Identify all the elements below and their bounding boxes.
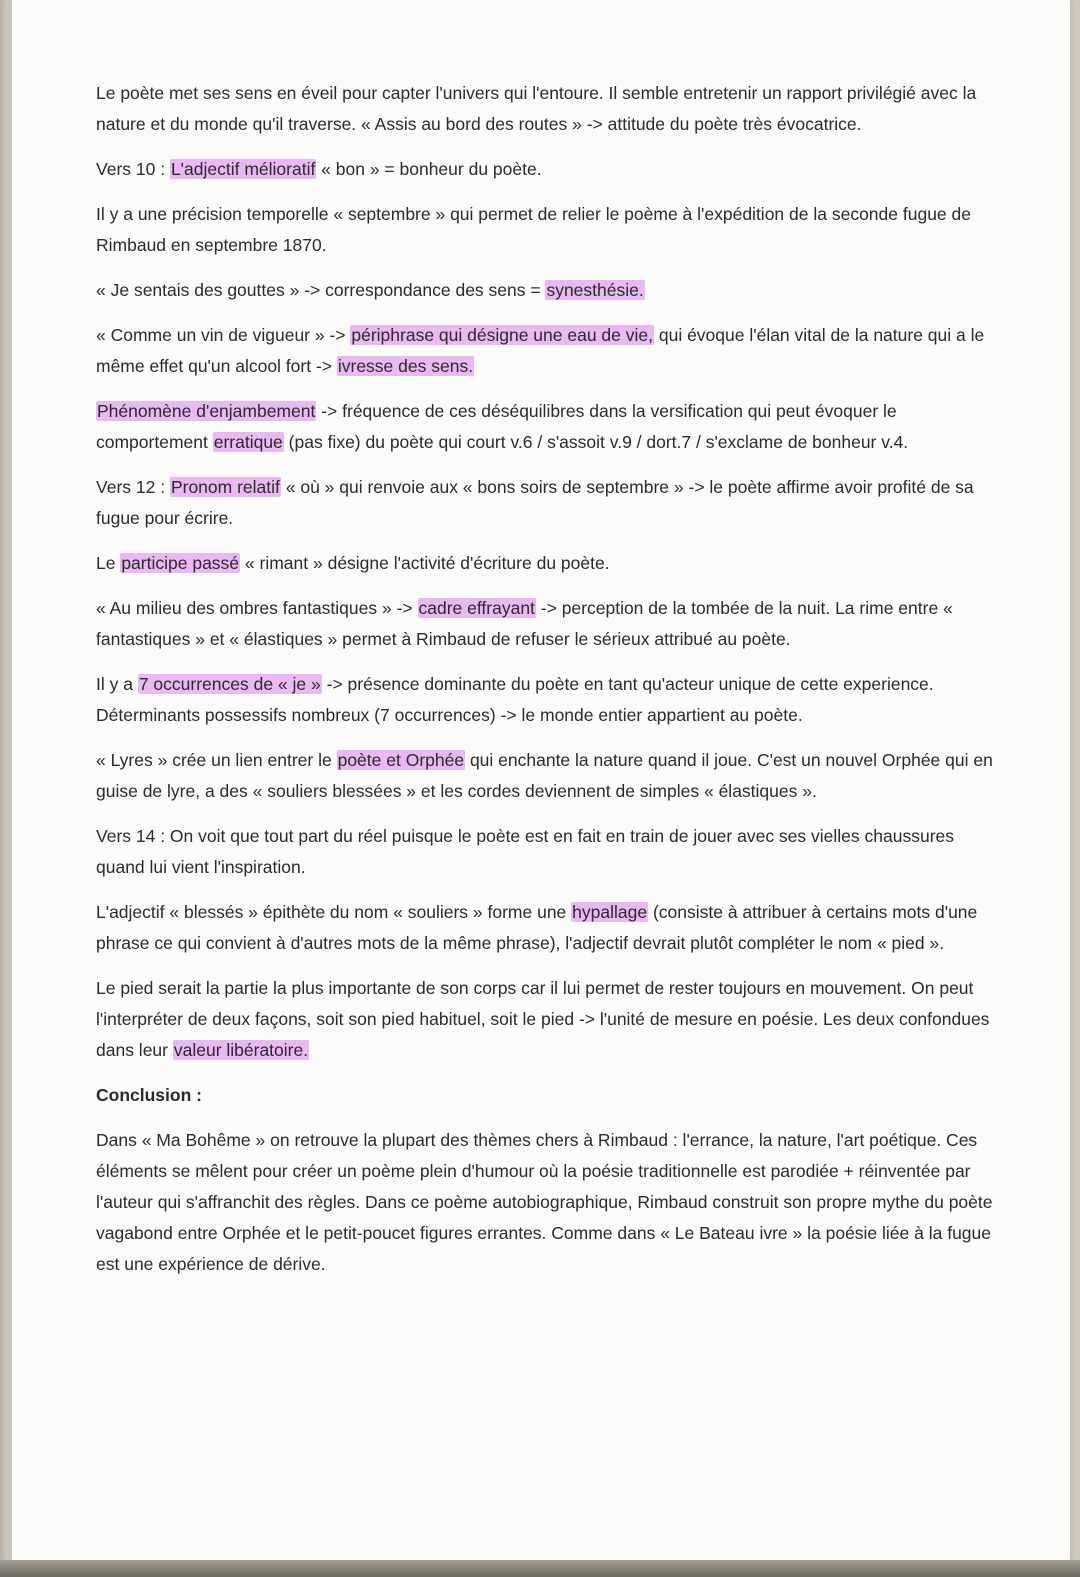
paragraph-gouttes bbox=[96, 275, 1001, 306]
highlight-participe-passe: participe passé bbox=[121, 553, 240, 573]
highlight-occurrences-je: 7 occurrences de « je » bbox=[138, 674, 321, 694]
highlight-periphrase: périphrase qui désigne une eau de vie, bbox=[351, 325, 653, 345]
text: (consiste à attribuer à certains mots d'une phrase ce qui convient à d'autres mots de la même phrase), l'adjectif devrait plutôt compléter le nom « pied ». bbox=[96, 902, 978, 953]
paragraph-ombres-fantastiques bbox=[96, 593, 1001, 655]
text: Vers 14 : On voit que tout part du réel puisque le poète est en fait en train de jouer avec ses vielles chaussures quand lui vient l'inspiration. bbox=[96, 826, 955, 877]
text: « bon » = bonheur du poète. bbox=[316, 159, 542, 179]
text: « où » qui renvoie aux « bons soirs de septembre » -> le poète affirme avoir profité de sa fugue pour écrire. bbox=[96, 477, 974, 528]
paragraph-occurrences-je bbox=[96, 669, 1001, 731]
paragraph-conclusion bbox=[96, 1125, 1001, 1280]
highlight-pronom-relatif: Pronom relatif bbox=[170, 477, 280, 497]
photo-edge-bottom bbox=[0, 1560, 1080, 1577]
paragraph-vers-12 bbox=[96, 472, 1001, 534]
text: « Je sentais des gouttes » -> correspondance des sens = bbox=[96, 280, 546, 300]
highlight-enjambement: Phénomène d'enjambement bbox=[97, 401, 316, 421]
text: -> perception de la tombée de la nuit. La rime entre « fantastiques » et « élastiques » permet à Rimbaud de refuser le sérieux attribué au poète. bbox=[96, 598, 953, 649]
paragraph-vin-de-vigueur bbox=[96, 320, 1001, 382]
highlight-erratique: erratique bbox=[213, 432, 283, 452]
text: Le bbox=[96, 553, 121, 573]
text: Vers 10 : bbox=[96, 159, 170, 179]
highlight-synesthesie: synesthésie. bbox=[546, 280, 644, 300]
paragraph-participe-passe bbox=[96, 548, 1001, 579]
paragraph-senses bbox=[96, 78, 1001, 140]
paragraph-vers-10 bbox=[96, 154, 1001, 185]
text: Dans « Ma Bohême » on retrouve la plupart des thèmes chers à Rimbaud : l'errance, la nature, l'art poétique. Ces éléments se mêlent pour créer un poème plein d'humour où la poésie traditionnelle est parodiée + réinventée par l'auteur qui s'affranchit des règles. Dans ce poème autobiographique, Rimbaud construit son propre mythe du poète vagabond entre Orphée et le petit-poucet figures errantes. Comme dans « Le Bateau ivre » la poésie liée à la fugue est une expérience de dérive. bbox=[96, 1130, 993, 1274]
text: Il y a une précision temporelle « septembre » qui permet de relier le poème à l'expédition de la seconde fugue de Rimbaud en septembre 1870. bbox=[96, 204, 971, 255]
highlight-valeur-liberatoire: valeur libératoire. bbox=[173, 1040, 309, 1060]
text: -> présence dominante du poète en tant qu'acteur unique de cette experience. Déterminants possessifs nombreux (7 occurrences) -> le monde entier appartient au poète. bbox=[96, 674, 934, 725]
conclusion-heading: Conclusion : bbox=[96, 1085, 202, 1105]
text: Le pied serait la partie la plus importante de son corps car il lui permet de rester toujours en mouvement. On peut l'interpréter de deux façons, soit son pied habituel, soit le pied -> l'unité de mesure en poésie. Les deux confondues dans leur bbox=[96, 978, 990, 1060]
text: L'adjectif « blessés » épithète du nom « souliers » forme une bbox=[96, 902, 572, 922]
document-body bbox=[96, 78, 1001, 1294]
paragraph-enjambement bbox=[96, 396, 1001, 458]
text: Vers 12 : bbox=[96, 477, 170, 497]
highlight-poete-orphee: poète et Orphée bbox=[337, 750, 465, 770]
text: Le poète met ses sens en éveil pour capter l'univers qui l'entoure. Il semble entretenir un rapport privilégié avec la nature et du monde qu'il traverse. « Assis au bord des routes » -> attitude du poète très évocatrice. bbox=[96, 83, 977, 134]
highlight-cadre-effrayant: cadre effrayant bbox=[418, 598, 535, 618]
text: qui évoque l'élan vital de la nature qui a le même effet qu'un alcool fort -> bbox=[96, 325, 985, 376]
paragraph-vers-14 bbox=[96, 821, 1001, 883]
paragraph-septembre bbox=[96, 199, 1001, 261]
highlight-hypallage: hypallage bbox=[572, 902, 648, 922]
paragraph-pied bbox=[96, 973, 1001, 1066]
text: « rimant » désigne l'activité d'écriture du poète. bbox=[240, 553, 610, 573]
paragraph-hypallage bbox=[96, 897, 1001, 959]
text: « Comme un vin de vigueur » -> bbox=[96, 325, 351, 345]
text: Il y a bbox=[96, 674, 138, 694]
text: qui enchante la nature quand il joue. C'est un nouvel Orphée qui en guise de lyre, a des « souliers blessées » et les cordes deviennent de simples « élastiques ». bbox=[96, 750, 993, 801]
text: « Lyres » crée un lien entrer le bbox=[96, 750, 337, 770]
photo-edge-left bbox=[0, 0, 12, 1577]
text: (pas fixe) du poète qui court v.6 / s'assoit v.9 / dort.7 / s'exclame de bonheur v.4. bbox=[283, 432, 909, 452]
highlight-ivresse: ivresse des sens. bbox=[337, 356, 474, 376]
text: -> fréquence de ces déséquilibres dans la versification qui peut évoquer le comportement bbox=[96, 401, 897, 452]
paragraph-lyres bbox=[96, 745, 1001, 807]
highlight-adjectif-melioratif: L'adjectif mélioratif bbox=[170, 159, 316, 179]
text: « Au milieu des ombres fantastiques » -> bbox=[96, 598, 418, 618]
